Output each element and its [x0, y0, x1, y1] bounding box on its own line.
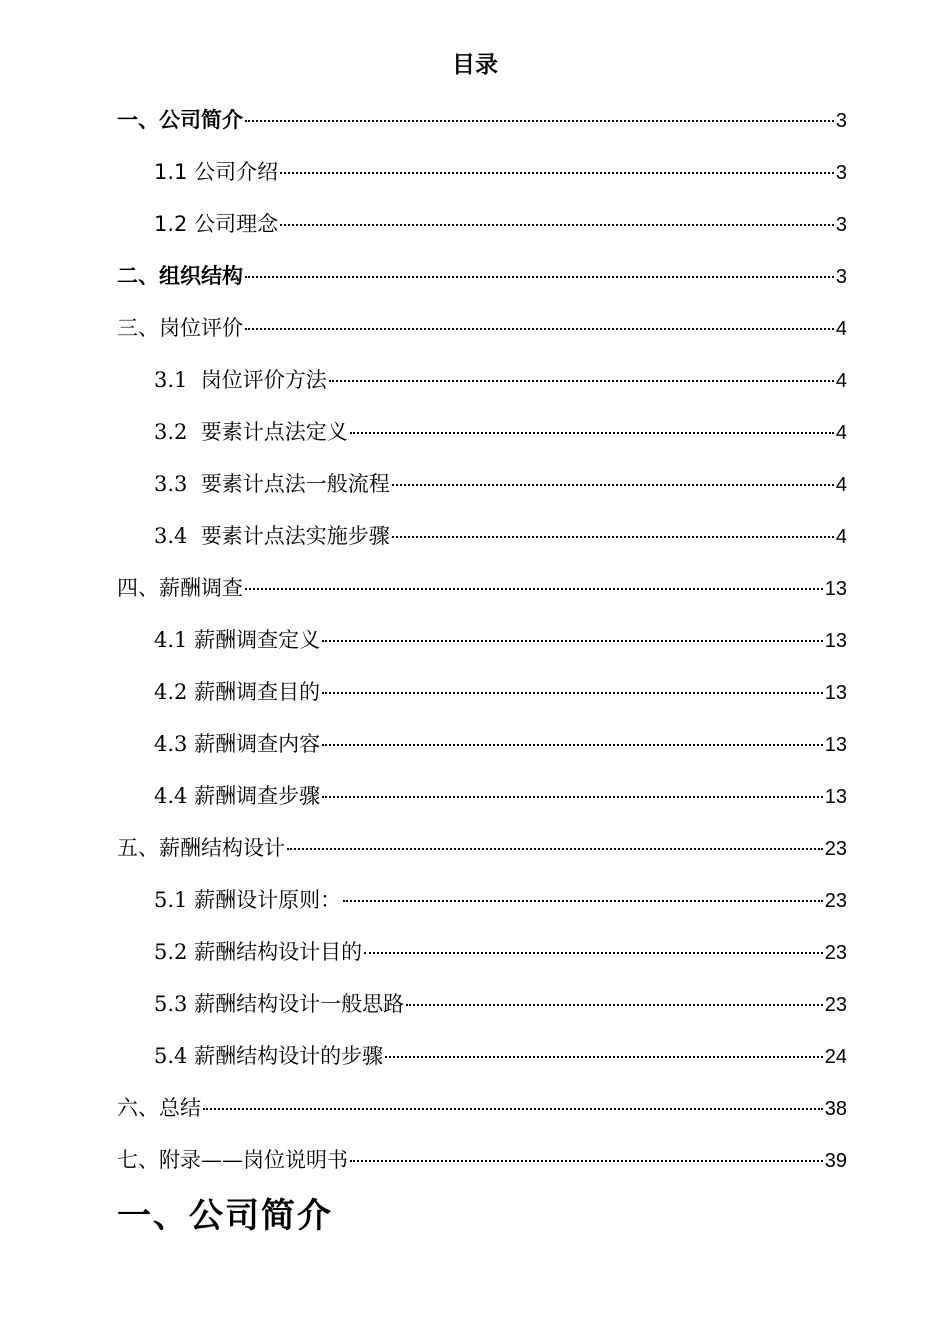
toc-dot-leader: [245, 588, 823, 590]
toc-entry-page-number: 39: [824, 1150, 847, 1172]
toc-entry-label: 3.1 岗位评价方法: [154, 368, 327, 392]
toc-entry-page-number: 3: [835, 266, 847, 288]
toc-entry-page-number: 13: [824, 734, 847, 756]
toc-entry-label: 1.1 公司介绍: [154, 160, 279, 184]
toc-entry-page-number: 23: [824, 838, 847, 860]
toc-dot-leader: [343, 900, 823, 902]
toc-entry-label: 四、薪酬调查: [117, 576, 243, 600]
toc-entry-page-number: 4: [835, 422, 847, 444]
toc-entry[interactable]: [117, 516, 847, 568]
toc-entry-page-number: 23: [824, 890, 847, 912]
toc-dot-leader: [280, 172, 834, 174]
toc-dot-leader: [245, 328, 834, 330]
toc-entry-page-number: 4: [835, 526, 847, 548]
section-heading: 一、公司简介: [117, 1196, 333, 1236]
toc-entry-label: 五、薪酬结构设计: [117, 836, 285, 860]
toc-entry-page-number: 13: [824, 578, 847, 600]
toc-entry[interactable]: [117, 360, 847, 412]
toc-entry-label: 4.3 薪酬调查内容: [154, 732, 321, 756]
toc-entry-page-number: 4: [835, 474, 847, 496]
toc-entry-label: 六、总结: [117, 1096, 201, 1120]
toc-entry[interactable]: [117, 620, 847, 672]
toc-title: 目录: [452, 52, 498, 78]
toc-entry[interactable]: [117, 1140, 847, 1192]
toc-entry-label: 1.2 公司理念: [154, 212, 279, 236]
toc-entry[interactable]: [117, 308, 847, 360]
toc-dot-leader: [329, 380, 834, 382]
toc-entry-page-number: 4: [835, 318, 847, 340]
toc-entry[interactable]: [117, 464, 847, 516]
toc-dot-leader: [280, 224, 834, 226]
toc-dot-leader: [245, 276, 834, 278]
toc-dot-leader: [392, 536, 834, 538]
toc-entry-label: 一、公司简介: [117, 108, 243, 132]
toc-entry-page-number: 13: [824, 630, 847, 652]
toc-entry-label: 5.3 薪酬结构设计一般思路: [154, 992, 405, 1016]
toc-entry-page-number: 13: [824, 786, 847, 808]
toc-dot-leader: [364, 952, 823, 954]
toc-entry-label: 3.2 要素计点法定义: [154, 420, 348, 444]
toc-entry[interactable]: [117, 152, 847, 204]
toc-entry-page-number: 24: [824, 1046, 847, 1068]
toc-dot-leader: [392, 484, 834, 486]
toc-dot-leader: [350, 432, 834, 434]
toc-entry[interactable]: [117, 568, 847, 620]
toc-entry-page-number: 3: [835, 162, 847, 184]
toc-entry[interactable]: [117, 1036, 847, 1088]
toc-entry-label: 3.3 要素计点法一般流程: [154, 472, 390, 496]
toc-dot-leader: [322, 640, 823, 642]
toc-entry-label: 三、岗位评价: [117, 316, 243, 340]
toc-entry-page-number: 38: [824, 1098, 847, 1120]
toc-dot-leader: [287, 848, 823, 850]
toc-entry[interactable]: [117, 100, 847, 152]
toc-dot-leader: [245, 120, 834, 122]
toc-dot-leader: [385, 1056, 823, 1058]
toc-entry-label: 5.4 薪酬结构设计的步骤: [154, 1044, 384, 1068]
toc-entry[interactable]: [117, 724, 847, 776]
toc-entry-page-number: 23: [824, 994, 847, 1016]
toc-entry-label: 5.2 薪酬结构设计目的: [154, 940, 363, 964]
toc-entry-page-number: 23: [824, 942, 847, 964]
toc-entry-label: 5.1 薪酬设计原则：: [154, 888, 342, 912]
toc-entry-label: 3.4 要素计点法实施步骤: [154, 524, 390, 548]
toc-dot-leader: [203, 1108, 823, 1110]
toc-entry-page-number: 4: [835, 370, 847, 392]
toc-entry[interactable]: [117, 828, 847, 880]
toc-entry[interactable]: [117, 932, 847, 984]
toc-entry-label: 二、组织结构: [117, 264, 243, 288]
toc-entry[interactable]: [117, 412, 847, 464]
toc-entry[interactable]: [117, 984, 847, 1036]
toc-entry[interactable]: [117, 880, 847, 932]
toc-entry-page-number: 3: [835, 214, 847, 236]
toc-dot-leader: [350, 1160, 823, 1162]
toc-entry-label: 4.1 薪酬调查定义: [154, 628, 321, 652]
toc-entry[interactable]: [117, 672, 847, 724]
table-of-contents: [117, 100, 847, 1192]
toc-entry-label: 七、附录——岗位说明书: [117, 1148, 348, 1172]
toc-dot-leader: [322, 744, 823, 746]
toc-dot-leader: [406, 1004, 823, 1006]
toc-entry[interactable]: [117, 256, 847, 308]
toc-entry[interactable]: [117, 776, 847, 828]
toc-entry-page-number: 13: [824, 682, 847, 704]
toc-dot-leader: [322, 692, 823, 694]
toc-entry-label: 4.4 薪酬调查步骤: [154, 784, 321, 808]
toc-entry[interactable]: [117, 1088, 847, 1140]
toc-dot-leader: [322, 796, 823, 798]
toc-entry-page-number: 3: [835, 110, 847, 132]
toc-entry[interactable]: [117, 204, 847, 256]
toc-entry-label: 4.2 薪酬调查目的: [154, 680, 321, 704]
